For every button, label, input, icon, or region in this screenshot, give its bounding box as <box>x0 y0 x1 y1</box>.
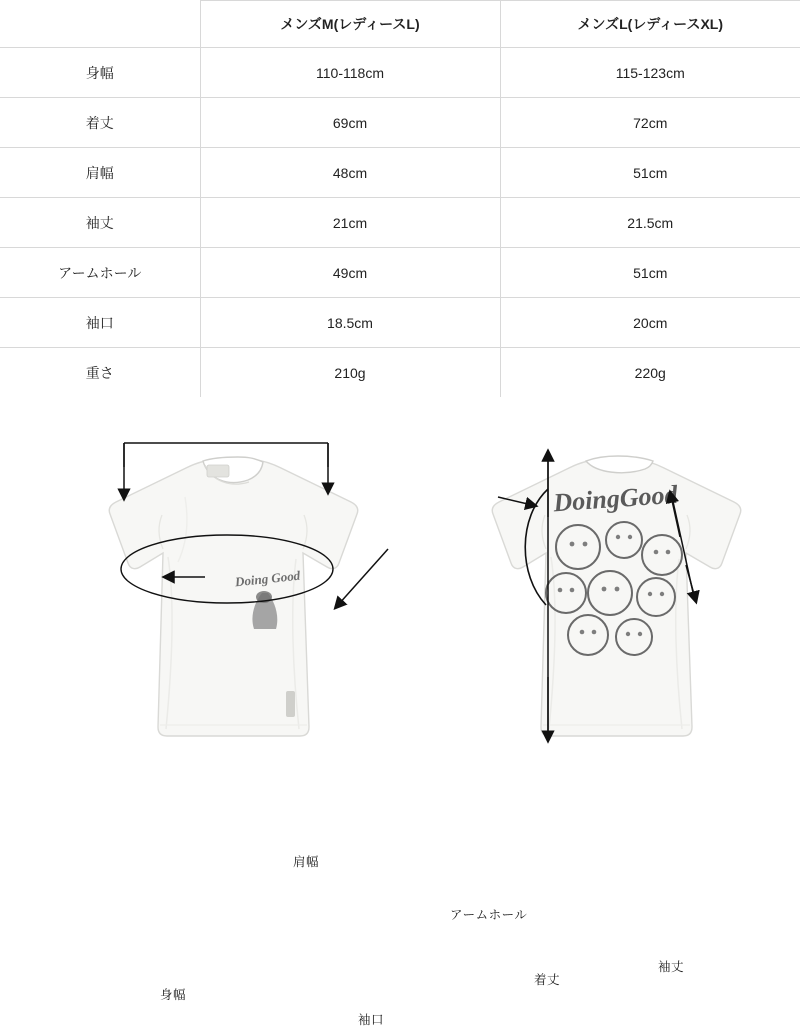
annotation-shoulder-width: 肩幅 <box>293 855 320 869</box>
cell-body-width-l: 115-123cm <box>500 48 800 98</box>
row-label-shoulder-width: 肩幅 <box>0 148 200 198</box>
front-shirt <box>109 457 358 736</box>
table-row <box>0 148 800 198</box>
column-header-mens-m: メンズM(レディースL) <box>200 1 500 48</box>
table-corner-cell <box>0 1 200 48</box>
annotation-cuff: 袖口 <box>358 1013 385 1027</box>
row-label-body-width: 身幅 <box>0 48 200 98</box>
cell-body-length-m: 69cm <box>200 98 500 148</box>
size-table <box>0 0 800 397</box>
table-header-row <box>0 1 800 48</box>
cell-sleeve-length-m: 21cm <box>200 198 500 248</box>
cell-body-width-m: 110-118cm <box>200 48 500 98</box>
tshirt-diagram-svg <box>0 397 800 792</box>
cuff-arrow <box>338 549 388 605</box>
neck-tag <box>207 465 229 477</box>
row-label-sleeve-length: 袖丈 <box>0 198 200 248</box>
table-row <box>0 48 800 98</box>
cell-shoulder-width-l: 51cm <box>500 148 800 198</box>
table-row <box>0 98 800 148</box>
cell-cuff-l: 20cm <box>500 298 800 348</box>
cell-weight-l: 220g <box>500 348 800 398</box>
row-label-cuff: 袖口 <box>0 298 200 348</box>
cell-body-length-l: 72cm <box>500 98 800 148</box>
table-row <box>0 198 800 248</box>
column-header-mens-l: メンズL(レディースXL) <box>500 1 800 48</box>
annotation-body-length: 着丈 <box>534 973 561 987</box>
annotation-sleeve-length: 袖丈 <box>658 960 685 974</box>
tshirt-illustration <box>0 397 800 1027</box>
annotation-armhole: アームホール <box>450 908 528 922</box>
cell-cuff-m: 18.5cm <box>200 298 500 348</box>
front-shirt-body <box>109 459 358 736</box>
side-tag <box>286 691 295 717</box>
cell-shoulder-width-m: 48cm <box>200 148 500 198</box>
front-print-text: Doing Good <box>234 567 301 590</box>
row-label-armhole: アームホール <box>0 248 200 298</box>
cell-armhole-m: 49cm <box>200 248 500 298</box>
cell-sleeve-length-l: 21.5cm <box>500 198 800 248</box>
table-row <box>0 248 800 298</box>
annotation-body-width: 身幅 <box>160 988 187 1002</box>
row-label-weight: 重さ <box>0 348 200 398</box>
back-shirt <box>492 456 741 736</box>
cell-weight-m: 210g <box>200 348 500 398</box>
back-print-text: DoingGood <box>552 479 679 518</box>
row-label-body-length: 着丈 <box>0 98 200 148</box>
cell-armhole-l: 51cm <box>500 248 800 298</box>
table-row <box>0 348 800 398</box>
table-row <box>0 298 800 348</box>
